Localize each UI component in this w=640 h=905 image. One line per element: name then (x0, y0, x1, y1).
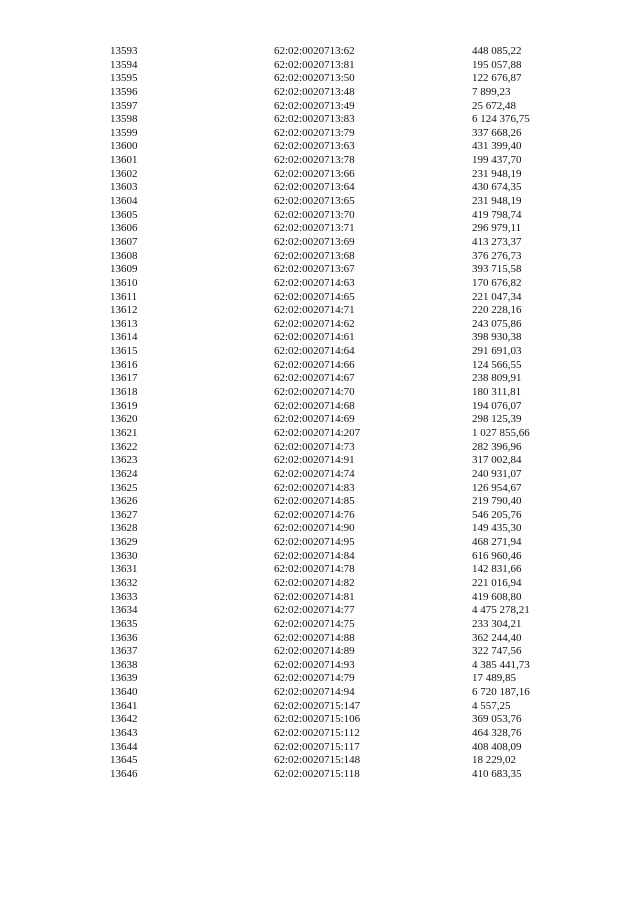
cadastral-value: 291 691,03 (472, 345, 522, 358)
table-row (110, 550, 590, 564)
row-number: 13617 (110, 372, 138, 385)
cadastral-number: 62:02:0020714:68 (274, 399, 355, 412)
row-number: 13646 (110, 767, 138, 780)
row-number: 13630 (110, 549, 138, 562)
cadastral-value: 170 676,82 (472, 276, 522, 289)
cadastral-value: 17 489,85 (472, 672, 516, 685)
table-row (110, 386, 590, 400)
table-row (110, 427, 590, 441)
cadastral-number: 62:02:0020715:118 (274, 767, 360, 780)
cadastral-number: 62:02:0020713:64 (274, 181, 355, 194)
cadastral-value: 231 948,19 (472, 195, 522, 208)
row-number: 13610 (110, 276, 138, 289)
cadastral-number: 62:02:0020714:62 (274, 317, 355, 330)
cadastral-number: 62:02:0020714:69 (274, 413, 355, 426)
table-row (110, 318, 590, 332)
cadastral-value: 464 328,76 (472, 727, 522, 740)
cadastral-number: 62:02:0020713:79 (274, 126, 355, 139)
row-number: 13643 (110, 727, 138, 740)
cadastral-number: 62:02:0020714:77 (274, 604, 355, 617)
table-row (110, 495, 590, 509)
row-number: 13593 (110, 45, 138, 57)
cadastral-value: 243 075,86 (472, 317, 522, 330)
cadastral-number: 62:02:0020714:88 (274, 631, 355, 644)
row-number: 13605 (110, 208, 138, 221)
table-row (110, 618, 590, 632)
table-row (110, 577, 590, 591)
table-row (110, 72, 590, 86)
table-row (110, 700, 590, 714)
cadastral-value: 337 668,26 (472, 126, 522, 139)
row-number: 13644 (110, 740, 138, 753)
table-row (110, 522, 590, 536)
cadastral-number: 62:02:0020714:64 (274, 345, 355, 358)
cadastral-number: 62:02:0020713:70 (274, 208, 355, 221)
row-number: 13599 (110, 126, 138, 139)
row-number: 13635 (110, 617, 138, 630)
table-row (110, 250, 590, 264)
cadastral-number: 62:02:0020713:78 (274, 154, 355, 167)
cadastral-value: 195 057,88 (472, 58, 522, 71)
table-row (110, 45, 590, 59)
cadastral-number: 62:02:0020713:68 (274, 249, 355, 262)
table-row (110, 140, 590, 154)
cadastral-value: 220 228,16 (472, 304, 522, 317)
cadastral-value: 25 672,48 (472, 99, 516, 112)
table-row (110, 195, 590, 209)
cadastral-number: 62:02:0020714:83 (274, 481, 355, 494)
cadastral-number: 62:02:0020713:48 (274, 85, 355, 98)
cadastral-number: 62:02:0020713:69 (274, 235, 355, 248)
table-row (110, 113, 590, 127)
cadastral-number: 62:02:0020715:148 (274, 754, 361, 767)
table-row (110, 359, 590, 373)
cadastral-number: 62:02:0020713:49 (274, 99, 355, 112)
cadastral-value: 221 016,94 (472, 576, 522, 589)
cadastral-value: 393 715,58 (472, 263, 522, 276)
row-number: 13602 (110, 167, 138, 180)
cadastral-number: 62:02:0020715:106 (274, 713, 361, 726)
cadastral-value: 546 205,76 (472, 508, 522, 521)
row-number: 13612 (110, 304, 138, 317)
row-number: 13636 (110, 631, 138, 644)
row-number: 13598 (110, 113, 138, 126)
cadastral-number: 62:02:0020714:78 (274, 563, 355, 576)
row-number: 13600 (110, 140, 138, 153)
cadastral-number: 62:02:0020714:67 (274, 372, 355, 385)
table-row (110, 659, 590, 673)
cadastral-value: 126 954,67 (472, 481, 522, 494)
cadastral-value: 18 229,02 (472, 754, 516, 767)
cadastral-value: 431 399,40 (472, 140, 522, 153)
cadastral-number: 62:02:0020714:73 (274, 440, 355, 453)
row-number: 13631 (110, 563, 138, 576)
cadastral-value: 6 720 187,16 (472, 686, 530, 699)
cadastral-value: 238 809,91 (472, 372, 522, 385)
cadastral-value: 419 608,80 (472, 590, 522, 603)
cadastral-number: 62:02:0020714:85 (274, 495, 355, 508)
cadastral-number: 62:02:0020714:71 (274, 304, 355, 317)
row-number: 13604 (110, 195, 138, 208)
table-row (110, 331, 590, 345)
row-number: 13640 (110, 686, 138, 699)
row-number: 13618 (110, 386, 138, 399)
cadastral-value: 221 047,34 (472, 290, 522, 303)
cadastral-value: 398 930,38 (472, 331, 522, 344)
table-row (110, 400, 590, 414)
table-row (110, 413, 590, 427)
table-row (110, 632, 590, 646)
cadastral-value: 282 396,96 (472, 440, 522, 453)
row-number: 13597 (110, 99, 138, 112)
cadastral-number: 62:02:0020714:90 (274, 522, 355, 535)
row-number: 13620 (110, 413, 138, 426)
cadastral-number: 62:02:0020714:61 (274, 331, 355, 344)
cadastral-number: 62:02:0020714:75 (274, 617, 355, 630)
cadastral-number: 62:02:0020714:81 (274, 590, 355, 603)
cadastral-value: 142 831,66 (472, 563, 522, 576)
table-row (110, 127, 590, 141)
cadastral-value: 413 273,37 (472, 235, 522, 248)
cadastral-value-table (110, 45, 590, 782)
cadastral-number: 62:02:0020713:66 (274, 167, 355, 180)
cadastral-value: 298 125,39 (472, 413, 522, 426)
row-number: 13609 (110, 263, 138, 276)
row-number: 13625 (110, 481, 138, 494)
table-row (110, 86, 590, 100)
cadastral-number: 62:02:0020714:94 (274, 686, 355, 699)
row-number: 13594 (110, 58, 138, 71)
table-row (110, 181, 590, 195)
table-row (110, 754, 590, 768)
row-number: 13595 (110, 72, 138, 85)
cadastral-value: 1 027 855,66 (472, 426, 530, 439)
table-row (110, 441, 590, 455)
row-number: 13634 (110, 604, 138, 617)
row-number: 13628 (110, 522, 138, 535)
row-number: 13623 (110, 454, 138, 467)
row-number: 13633 (110, 590, 138, 603)
table-row (110, 277, 590, 291)
cadastral-number: 62:02:0020714:91 (274, 454, 355, 467)
table-row (110, 768, 590, 782)
table-row (110, 263, 590, 277)
cadastral-value: 122 676,87 (472, 72, 522, 85)
table-row (110, 563, 590, 577)
cadastral-value: 4 475 278,21 (472, 604, 530, 617)
row-number: 13629 (110, 536, 138, 549)
row-number: 13641 (110, 699, 138, 712)
table-row (110, 604, 590, 618)
row-number: 13637 (110, 645, 138, 658)
cadastral-number: 62:02:0020715:112 (274, 727, 360, 740)
row-number: 13621 (110, 426, 138, 439)
cadastral-number: 62:02:0020714:95 (274, 536, 355, 549)
table-row (110, 509, 590, 523)
cadastral-number: 62:02:0020715:147 (274, 699, 361, 712)
table-row (110, 304, 590, 318)
cadastral-value: 194 076,07 (472, 399, 522, 412)
table-row (110, 672, 590, 686)
row-number: 13603 (110, 181, 138, 194)
table-row (110, 727, 590, 741)
cadastral-number: 62:02:0020713:81 (274, 58, 355, 71)
cadastral-value: 231 948,19 (472, 167, 522, 180)
cadastral-value: 448 085,22 (472, 45, 522, 57)
row-number: 13611 (110, 290, 138, 303)
table-row (110, 59, 590, 73)
cadastral-value: 369 053,76 (472, 713, 522, 726)
table-row (110, 345, 590, 359)
cadastral-value: 322 747,56 (472, 645, 522, 658)
cadastral-number: 62:02:0020714:89 (274, 645, 355, 658)
cadastral-value: 362 244,40 (472, 631, 522, 644)
cadastral-number: 62:02:0020714:82 (274, 576, 355, 589)
cadastral-value: 430 674,35 (472, 181, 522, 194)
cadastral-number: 62:02:0020713:63 (274, 140, 355, 153)
table-row (110, 222, 590, 236)
row-number: 13622 (110, 440, 138, 453)
cadastral-value: 4 557,25 (472, 699, 511, 712)
row-number: 13614 (110, 331, 138, 344)
table-row (110, 291, 590, 305)
cadastral-number: 62:02:0020715:117 (274, 740, 360, 753)
cadastral-value: 408 408,09 (472, 740, 522, 753)
cadastral-number: 62:02:0020713:83 (274, 113, 355, 126)
cadastral-value: 7 899,23 (472, 85, 511, 98)
row-number: 13645 (110, 754, 138, 767)
cadastral-number: 62:02:0020714:66 (274, 358, 355, 371)
cadastral-value: 240 931,07 (472, 467, 522, 480)
cadastral-value: 4 385 441,73 (472, 658, 530, 671)
row-number: 13626 (110, 495, 138, 508)
cadastral-number: 62:02:0020713:67 (274, 263, 355, 276)
row-number: 13615 (110, 345, 138, 358)
cadastral-value: 468 271,94 (472, 536, 522, 549)
cadastral-value: 233 304,21 (472, 617, 522, 630)
table-row (110, 154, 590, 168)
cadastral-number: 62:02:0020713:50 (274, 72, 355, 85)
cadastral-value: 317 002,84 (472, 454, 522, 467)
cadastral-value: 376 276,73 (472, 249, 522, 262)
cadastral-value: 6 124 376,75 (472, 113, 530, 126)
cadastral-number: 62:02:0020713:65 (274, 195, 355, 208)
row-number: 13608 (110, 249, 138, 262)
table-row (110, 454, 590, 468)
cadastral-value: 410 683,35 (472, 767, 522, 780)
row-number: 13632 (110, 576, 138, 589)
row-number: 13627 (110, 508, 138, 521)
table-row (110, 645, 590, 659)
table-row (110, 741, 590, 755)
row-number: 13642 (110, 713, 138, 726)
cadastral-number: 62:02:0020714:207 (274, 426, 361, 439)
table-row (110, 209, 590, 223)
cadastral-value: 219 790,40 (472, 495, 522, 508)
table-row (110, 591, 590, 605)
cadastral-number: 62:02:0020714:65 (274, 290, 355, 303)
cadastral-number: 62:02:0020714:76 (274, 508, 355, 521)
table-row (110, 168, 590, 182)
table-row (110, 372, 590, 386)
cadastral-number: 62:02:0020714:74 (274, 467, 355, 480)
row-number: 13639 (110, 672, 138, 685)
row-number: 13607 (110, 235, 138, 248)
cadastral-number: 62:02:0020714:84 (274, 549, 355, 562)
cadastral-value: 149 435,30 (472, 522, 522, 535)
cadastral-number: 62:02:0020714:79 (274, 672, 355, 685)
table-row (110, 482, 590, 496)
row-number: 13624 (110, 467, 138, 480)
cadastral-value: 124 566,55 (472, 358, 522, 371)
cadastral-number: 62:02:0020714:93 (274, 658, 355, 671)
table-row (110, 686, 590, 700)
cadastral-value: 419 798,74 (472, 208, 522, 221)
table-row (110, 536, 590, 550)
table-row (110, 468, 590, 482)
table-row (110, 713, 590, 727)
cadastral-value: 616 960,46 (472, 549, 522, 562)
table-row (110, 100, 590, 114)
row-number: 13619 (110, 399, 138, 412)
cadastral-number: 62:02:0020713:62 (274, 45, 355, 57)
cadastral-number: 62:02:0020714:63 (274, 276, 355, 289)
row-number: 13596 (110, 85, 138, 98)
row-number: 13616 (110, 358, 138, 371)
cadastral-number: 62:02:0020714:70 (274, 386, 355, 399)
row-number: 13613 (110, 317, 138, 330)
row-number: 13601 (110, 154, 138, 167)
cadastral-number: 62:02:0020713:71 (274, 222, 355, 235)
table-row (110, 236, 590, 250)
cadastral-value: 180 311,81 (472, 386, 522, 399)
row-number: 13606 (110, 222, 138, 235)
cadastral-value: 296 979,11 (472, 222, 522, 235)
cadastral-value: 199 437,70 (472, 154, 522, 167)
row-number: 13638 (110, 658, 138, 671)
